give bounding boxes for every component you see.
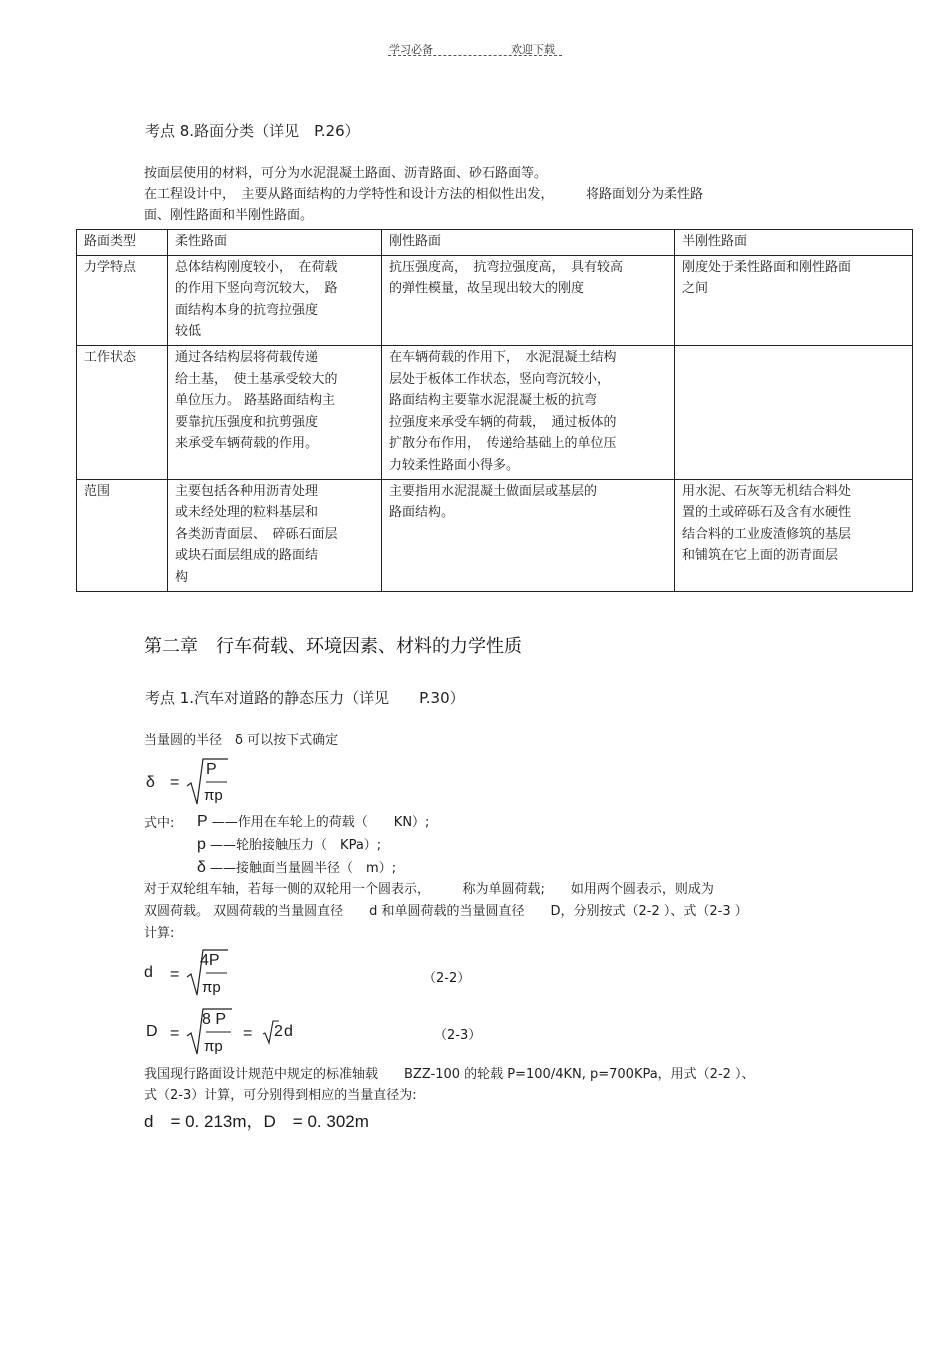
formula3-equals-2: = bbox=[243, 1025, 253, 1042]
table-cell: 在车辆荷载的作用下， 水泥混凝土结构 层处于板体工作状态，竖向弯沉较小， 路面结构主要靠水泥混凝土板的抗弯 拉强度来承受车辆的荷载， 通过板体的 扩散分布作用， 传递给基础上的单位压 力较柔性路面小得多。 bbox=[382, 345, 675, 479]
table-cell: 主要包括各种用沥青处理 或未经处理的粒料基层和 各类沥青面层、 碎砾石面层 或块石面层组成的路面结 构 bbox=[168, 479, 382, 591]
dual-wheel-line-3: 计算: bbox=[144, 926, 175, 941]
formula2-lhs: d bbox=[144, 964, 153, 981]
symbol: p bbox=[197, 836, 206, 853]
formula3-denominator: πp bbox=[204, 1038, 223, 1055]
formula2-equals: = bbox=[170, 966, 180, 983]
symbol-description: ——接触面当量圆半径（ m）; bbox=[205, 861, 397, 876]
formula1-equals: = bbox=[170, 774, 180, 791]
table-cell: 工作状态 bbox=[77, 345, 168, 479]
symbol-definition bbox=[197, 857, 396, 877]
where-label: 式中: bbox=[144, 816, 175, 831]
table-cell bbox=[675, 345, 913, 479]
section-title-road-classification: 考点 8.路面分类（详见 P.26） bbox=[145, 122, 360, 140]
table-cell: 总体结构刚度较小， 在荷载 的作用下竖向弯沉较大， 路 面结构本身的抗弯拉强度 较低 bbox=[168, 255, 382, 345]
table-cell: 力学特点 bbox=[77, 255, 168, 345]
formula3-lhs: D bbox=[146, 1023, 158, 1040]
table-cell: 通过各结构层将荷载传递 给土基， 使土基承受较大的 单位压力。 路基路面结构主 要靠抗压强度和抗剪强度 来承受车辆荷载的作用。 bbox=[168, 345, 382, 479]
road-type-table bbox=[76, 229, 913, 592]
table-header-cell: 半刚性路面 bbox=[675, 230, 913, 256]
standard-axle-line-1: 我国现行路面设计规范中规定的标准轴载 BZZ-100 的轮载 P=100/4KN, p=700KPa，用式（2-2 ）、 bbox=[144, 1067, 755, 1082]
symbol-description: ——作用在车轮上的荷载（ KN）; bbox=[207, 815, 430, 830]
table-header-cell: 刚性路面 bbox=[382, 230, 675, 256]
formula2-denominator: πp bbox=[202, 979, 221, 996]
table-header-cell: 柔性路面 bbox=[168, 230, 382, 256]
standard-axle-line-2: 式（2-3）计算，可分别得到相应的当量直径为: bbox=[144, 1088, 417, 1103]
formula3-root-value: 2 bbox=[274, 1023, 283, 1040]
table-row bbox=[77, 345, 913, 479]
symbol: δ bbox=[197, 859, 206, 876]
table-cell: 用水泥、石灰等无机结合料处 置的土或碎砾石及含有水硬性 结合料的工业废渣修筑的基层 和铺筑在它上面的沥青面层 bbox=[675, 479, 913, 591]
table-row bbox=[77, 255, 913, 345]
table-cell: 刚度处于柔性路面和刚性路面 之间 bbox=[675, 255, 913, 345]
header-left: 学习必备 bbox=[389, 43, 433, 56]
table-cell: 主要指用水泥混凝土做面层或基层的 路面结构。 bbox=[382, 479, 675, 591]
table-header-cell: 路面类型 bbox=[77, 230, 168, 256]
symbol-definition bbox=[197, 811, 429, 831]
dual-wheel-line-2: 双圆荷载。 双圆荷载的当量圆直径 d 和单圆荷载的当量圆直径 D，分别按式（2-2 ）、式（2-3 ） bbox=[144, 904, 748, 919]
table-cell: 抗压强度高， 抗弯拉强度高， 具有较高 的弹性模量，故呈现出较大的刚度 bbox=[382, 255, 675, 345]
formula3-equals: = bbox=[170, 1025, 180, 1042]
symbol: P bbox=[197, 813, 208, 830]
table-row bbox=[77, 479, 913, 591]
formula3-rhs-variable: d bbox=[284, 1023, 293, 1040]
symbol-description: ——轮胎接触压力（ KPa）; bbox=[205, 838, 382, 853]
table-cell: 范围 bbox=[77, 479, 168, 591]
header-right: 欢迎下载 bbox=[511, 43, 555, 56]
intro-line-3: 面、刚性路面和半刚性路面。 bbox=[144, 208, 314, 223]
symbol-definition bbox=[197, 834, 381, 854]
result-diameters: d = 0. 213m，D = 0. 302m bbox=[144, 1112, 369, 1131]
section-title-static-pressure: 考点 1.汽车对道路的静态压力（详见 P.30） bbox=[145, 689, 465, 707]
radius-intro: 当量圆的半径 δ 可以按下式确定 bbox=[144, 733, 339, 748]
formula2-numerator: 4P bbox=[200, 952, 220, 969]
dual-wheel-line-1: 对于双轮组车轴，若每一侧的双轮用一个圆表示， 称为单圆荷载; 如用两个圆表示，则成为 bbox=[144, 882, 714, 897]
intro-line-2: 在工程设计中， 主要从路面结构的力学特性和设计方法的相似性出发， 将路面划分为柔性路 bbox=[144, 187, 704, 202]
formula1-numerator: P bbox=[206, 761, 217, 778]
formula1-lhs: δ bbox=[146, 774, 155, 791]
header-rule bbox=[388, 55, 562, 56]
formula1-denominator: πp bbox=[204, 787, 223, 804]
formula3-numerator: 8 P bbox=[202, 1011, 227, 1028]
intro-line-1: 按面层使用的材料，可分为水泥混凝土路面、沥青路面、砂石路面等。 bbox=[144, 166, 548, 181]
formula2-number: （2-2） bbox=[423, 971, 471, 986]
formula3-number: （2-3） bbox=[434, 1028, 482, 1043]
chapter-title: 第二章 行车荷载、环境因素、材料的力学性质 bbox=[144, 636, 522, 657]
table-header-row bbox=[77, 230, 913, 256]
